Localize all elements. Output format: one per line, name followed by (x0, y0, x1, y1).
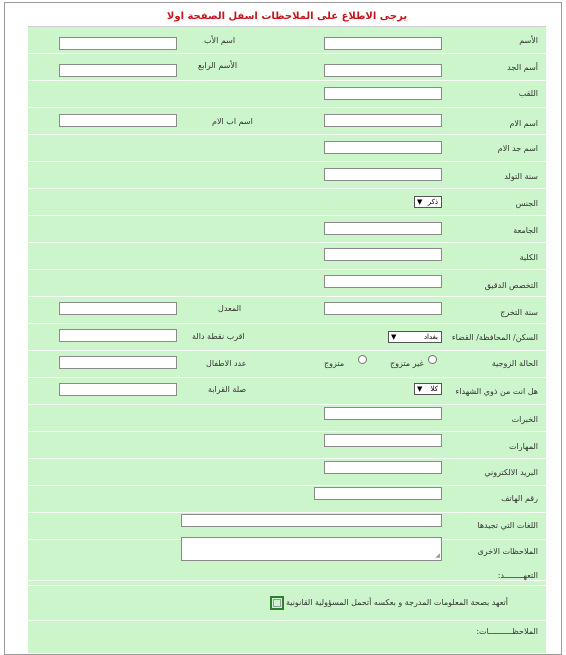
gpa-input[interactable] (59, 302, 177, 315)
marital-status-label: الحالة الزوجية (491, 359, 538, 368)
gender-select-value: ذكر (427, 198, 438, 206)
phone-input[interactable] (314, 487, 442, 500)
form-row (28, 189, 546, 216)
father-name-input[interactable] (59, 37, 177, 50)
form-row (28, 432, 546, 459)
residence-label: السكن/ المحافظة/ القضاء (451, 333, 538, 342)
notice-text: يرجى الاطلاع على الملاحظات اسفل الصفحة اولا (166, 11, 408, 22)
children-count-input[interactable] (59, 356, 177, 369)
form-row (28, 270, 546, 297)
specialization-label: التخصص الدقيق (484, 281, 538, 290)
mother-father-name-label: اسم اب الام (212, 117, 253, 126)
graduation-year-input[interactable] (324, 302, 442, 315)
other-notes-textarea[interactable] (181, 537, 442, 561)
graduation-year-label: سنة التخرج (500, 308, 538, 317)
form-row (28, 378, 546, 405)
father-name-label: اسم الأب (204, 36, 236, 45)
other-notes-label: الملاحظات الاخرى (477, 547, 538, 556)
form-row (28, 108, 546, 135)
relation-input[interactable] (59, 383, 177, 396)
email-input[interactable] (324, 461, 442, 474)
form-row (28, 513, 546, 540)
form-row (28, 27, 546, 54)
phone-label: رقم الهاتف (501, 494, 538, 503)
dropdown-arrow-icon: ▼ (391, 333, 397, 341)
languages-label: اللغات التي تجيدها (477, 521, 538, 530)
form-row (28, 162, 546, 189)
gpa-label: المعدل (218, 304, 242, 313)
registration-form (28, 27, 546, 653)
dropdown-arrow-icon: ▼ (417, 198, 423, 206)
experience-label: الخبرات (511, 415, 538, 424)
university-input[interactable] (324, 222, 442, 235)
notes-heading: الملاحظــــــــــات: (476, 627, 538, 636)
martyrs-family-select[interactable] (414, 383, 442, 395)
birth-year-input[interactable] (324, 168, 442, 181)
children-count-label: عدد الاطفال (206, 359, 247, 368)
mother-father-name-input[interactable] (59, 114, 177, 127)
mother-name-label: اسم الام (509, 119, 538, 128)
form-row (28, 459, 546, 486)
martyrs-family-label: هل انت من ذوي الشهداء (455, 387, 538, 396)
form-row (28, 297, 546, 324)
skills-input[interactable] (324, 434, 442, 447)
mother-name-input[interactable] (324, 114, 442, 127)
nearest-landmark-label: اقرب نقطة دالة (192, 332, 245, 341)
form-row (28, 324, 546, 351)
form-row (28, 351, 546, 378)
form-row (28, 54, 546, 81)
residence-select[interactable] (388, 331, 442, 343)
mother-grandfather-name-label: اسم جد الام (497, 144, 538, 153)
gender-select[interactable] (414, 196, 442, 208)
fourth-name-input[interactable] (59, 64, 177, 77)
fourth-name-label: الأسم الرابع (198, 61, 238, 70)
not-married-radio[interactable] (428, 355, 437, 364)
pledge-checkbox[interactable] (270, 596, 284, 610)
skills-label: المهارات (508, 442, 538, 451)
gender-label: الجنس (515, 199, 538, 208)
not-married-label: غير متزوج (390, 359, 424, 368)
form-row (28, 81, 546, 108)
married-radio[interactable] (358, 355, 367, 364)
surname-input[interactable] (324, 87, 442, 100)
mother-grandfather-name-input[interactable] (324, 141, 442, 154)
languages-input[interactable] (181, 514, 442, 527)
college-input[interactable] (324, 248, 442, 261)
grandfather-name-label: أسم الجد (507, 63, 538, 72)
relation-label: صلة القرابة (208, 385, 247, 394)
form-row (28, 621, 546, 653)
form-row (28, 243, 546, 270)
name-label: الأسم (519, 36, 538, 45)
name-input[interactable] (324, 37, 442, 50)
form-row (28, 216, 546, 243)
resize-handle-icon[interactable]: ◢ (435, 552, 440, 559)
nearest-landmark-input[interactable] (59, 329, 177, 342)
birth-year-label: سنة التولد (504, 172, 538, 181)
dropdown-arrow-icon: ▼ (417, 385, 423, 393)
pledge-heading: التعهــــــــد: (497, 571, 538, 580)
form-row (28, 586, 546, 621)
martyrs-family-select-value: كلا (430, 385, 438, 393)
form-row (28, 135, 546, 162)
married-label: متزوج (324, 359, 345, 368)
form-row (28, 565, 546, 586)
university-label: الجامعة (513, 226, 538, 235)
email-label: البريد الالكتروني (484, 468, 538, 477)
form-row (28, 486, 546, 513)
experience-input[interactable] (324, 407, 442, 420)
form-row (28, 405, 546, 432)
grandfather-name-input[interactable] (324, 64, 442, 77)
pledge-text: أتعهد بصحة المعلومات المدرجة و بعكسه أتحمل المسؤولية القانونية (286, 598, 508, 607)
surname-label: اللقب (518, 89, 538, 98)
specialization-input[interactable] (324, 275, 442, 288)
college-label: الكلية (519, 253, 538, 262)
residence-select-value: بغداد (423, 333, 438, 341)
notice-bar (28, 4, 546, 27)
